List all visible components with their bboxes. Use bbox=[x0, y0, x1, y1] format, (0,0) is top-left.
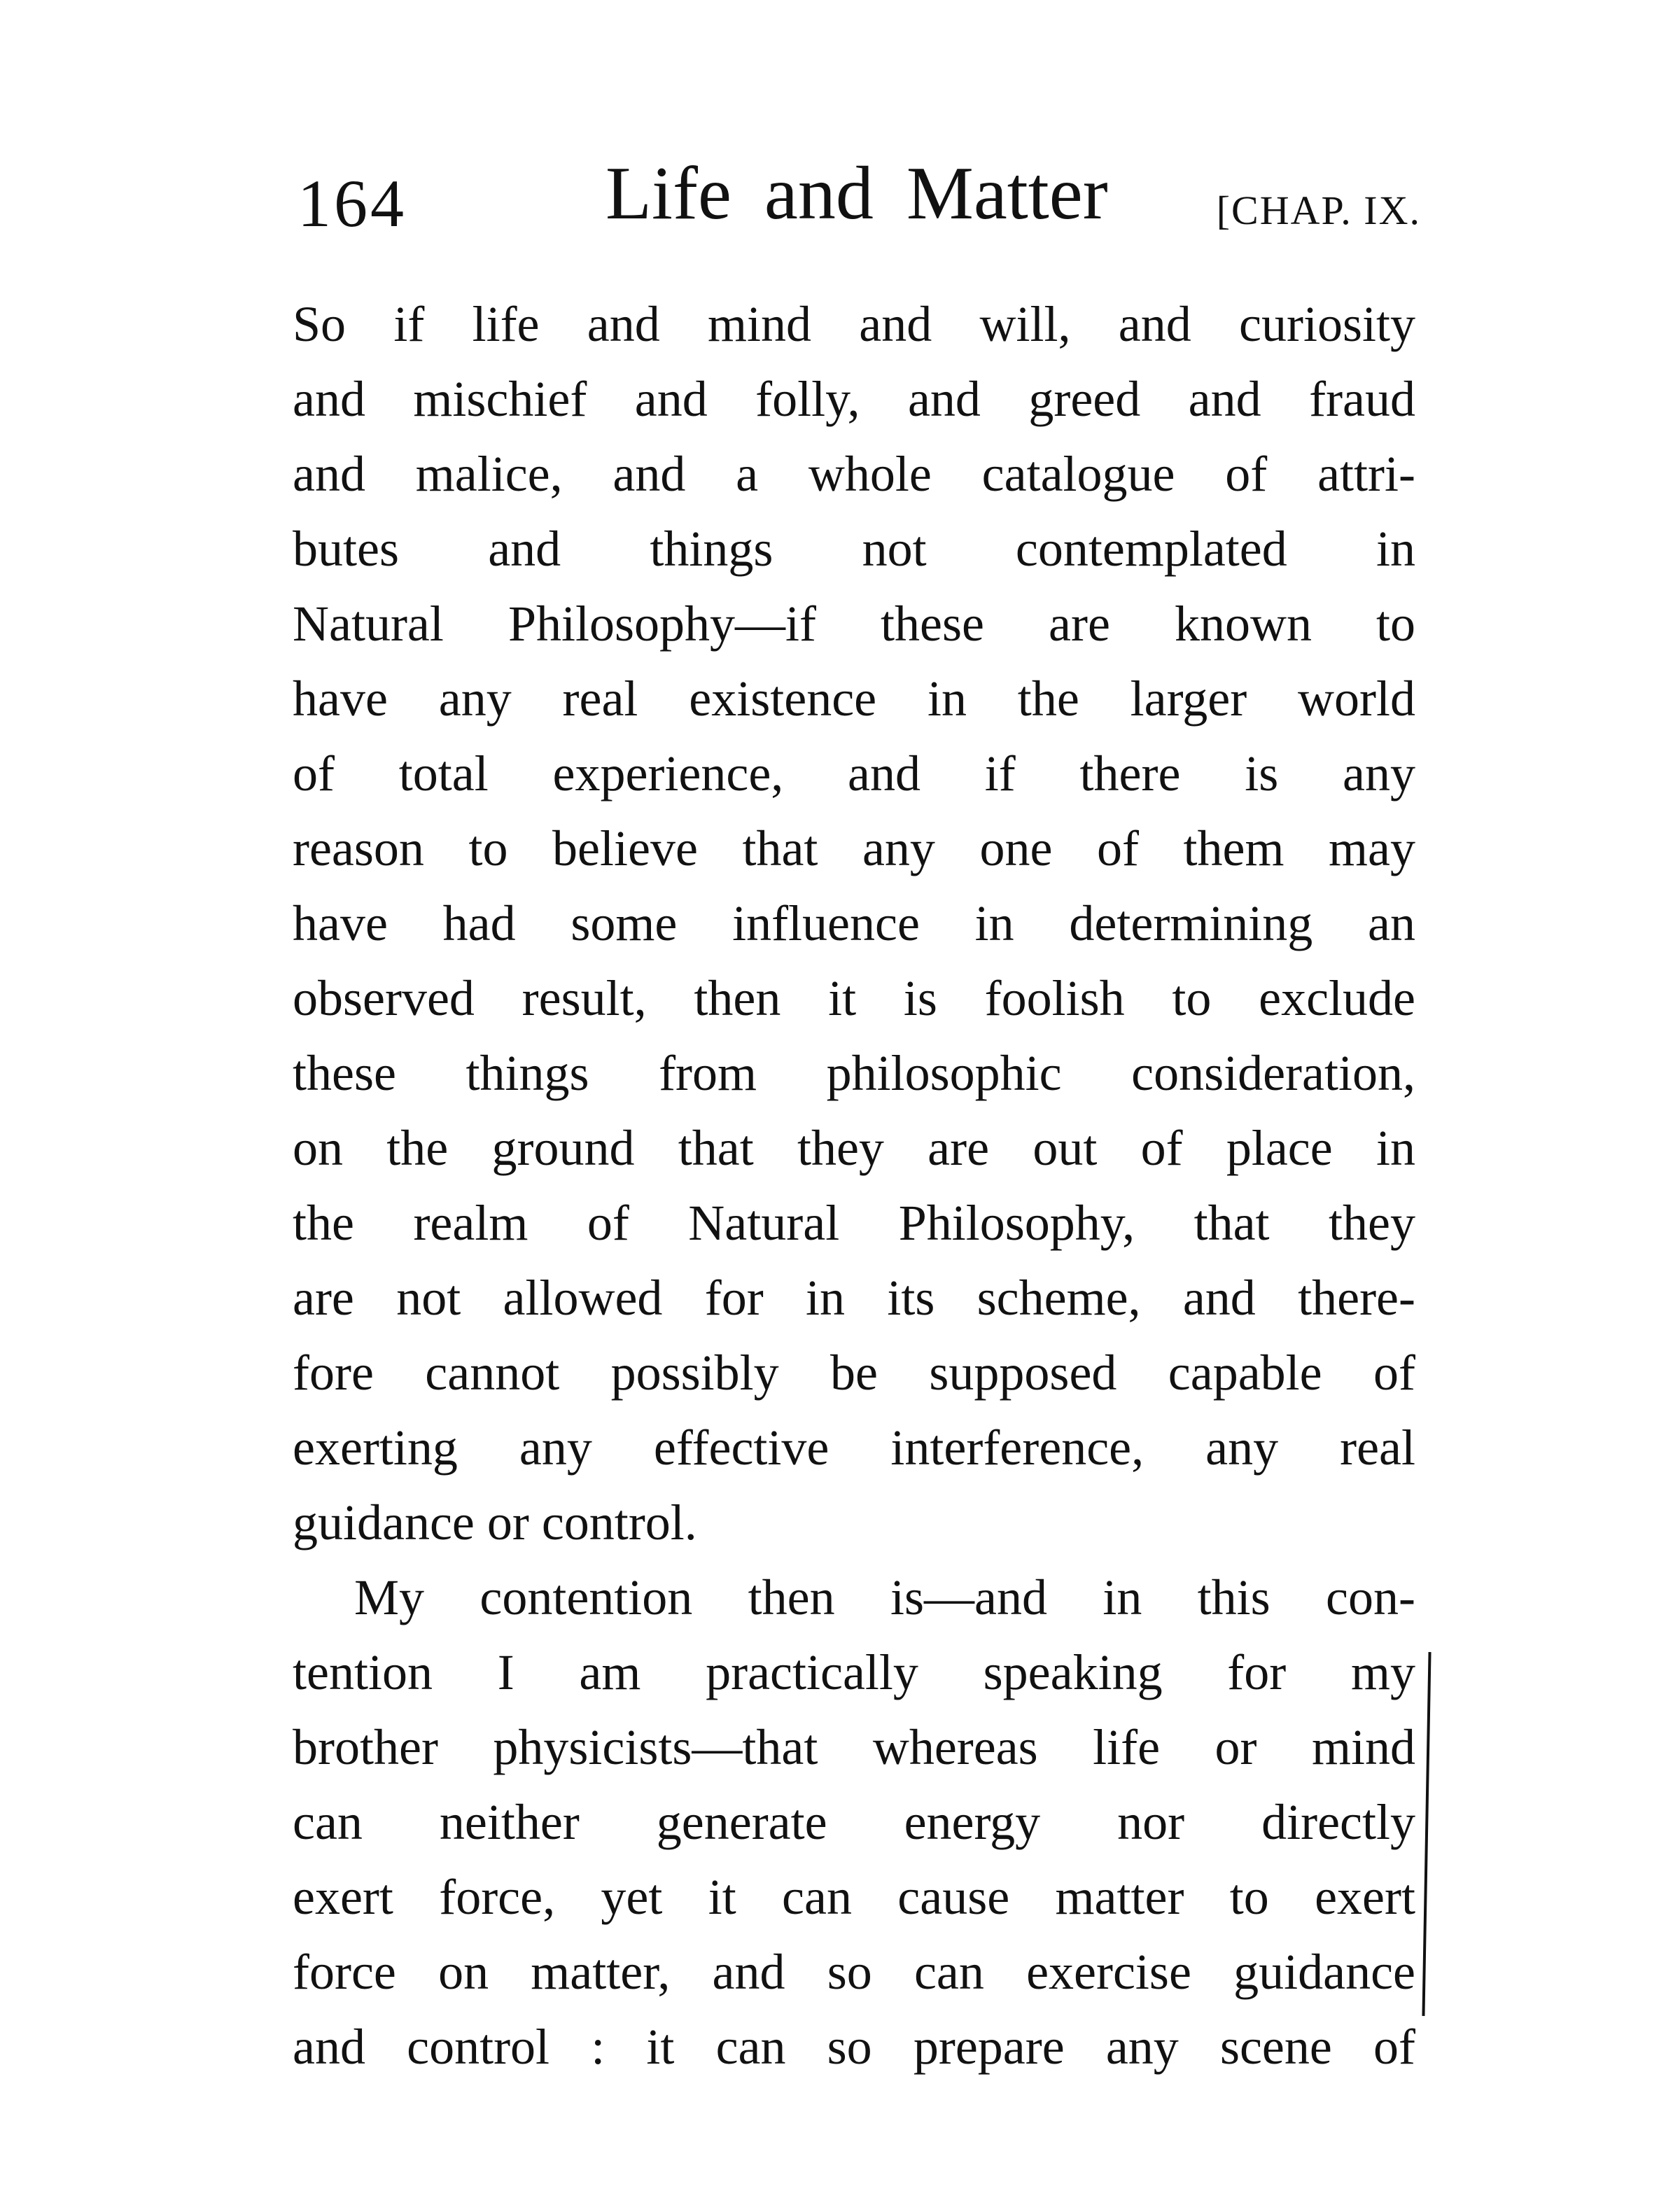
text-line: reason to believe that any one of them may bbox=[293, 820, 1415, 876]
text-line: and control : it can so prepare any scene of bbox=[293, 2019, 1415, 2075]
running-header bbox=[298, 150, 1421, 248]
text-line: can neither generate energy nor directly bbox=[293, 1794, 1415, 1850]
text-line: guidance or control. bbox=[293, 1494, 697, 1550]
body-text bbox=[293, 287, 1415, 2085]
text-line: have had some influence in determining an bbox=[293, 895, 1415, 951]
text-line: exerting any effective interference, any real bbox=[293, 1420, 1415, 1476]
running-title: Life and Matter bbox=[606, 152, 1108, 235]
margin-line bbox=[1422, 1652, 1431, 2016]
text-line: brother physicists—that whereas life or mind bbox=[293, 1719, 1415, 1775]
text-line: tention I am practically speaking for my bbox=[293, 1644, 1415, 1700]
text-line: these things from philosophic consideration, bbox=[293, 1045, 1415, 1101]
text-line: fore cannot possibly be supposed capable of bbox=[293, 1345, 1415, 1401]
text-line: exert force, yet it can cause matter to exert bbox=[293, 1869, 1415, 1925]
text-line: force on matter, and so can exercise guidance bbox=[293, 1944, 1415, 2000]
text-line: observed result, then it is foolish to exclude bbox=[293, 970, 1415, 1026]
text-line: on the ground that they are out of place in bbox=[293, 1120, 1415, 1176]
text-line: Natural Philosophy—if these are known to bbox=[293, 596, 1415, 652]
text-line: have any real existence in the larger world bbox=[293, 671, 1415, 727]
text-line: and mischief and folly, and greed and fraud bbox=[293, 371, 1415, 427]
text-line: butes and things not contemplated in bbox=[293, 521, 1415, 577]
text-line: My contention then is—and in this con- bbox=[354, 1569, 1415, 1625]
text-line: the realm of Natural Philosophy, that they bbox=[293, 1195, 1415, 1251]
text-line: So if life and mind and will, and curiosity bbox=[293, 296, 1415, 352]
page-number: 164 bbox=[298, 166, 407, 241]
text-line: of total experience, and if there is any bbox=[293, 746, 1415, 802]
text-line: and malice, and a whole catalogue of attri- bbox=[293, 446, 1415, 502]
text-line: are not allowed for in its scheme, and there- bbox=[293, 1270, 1415, 1326]
chapter-label: [CHAP. IX. bbox=[1216, 188, 1421, 233]
